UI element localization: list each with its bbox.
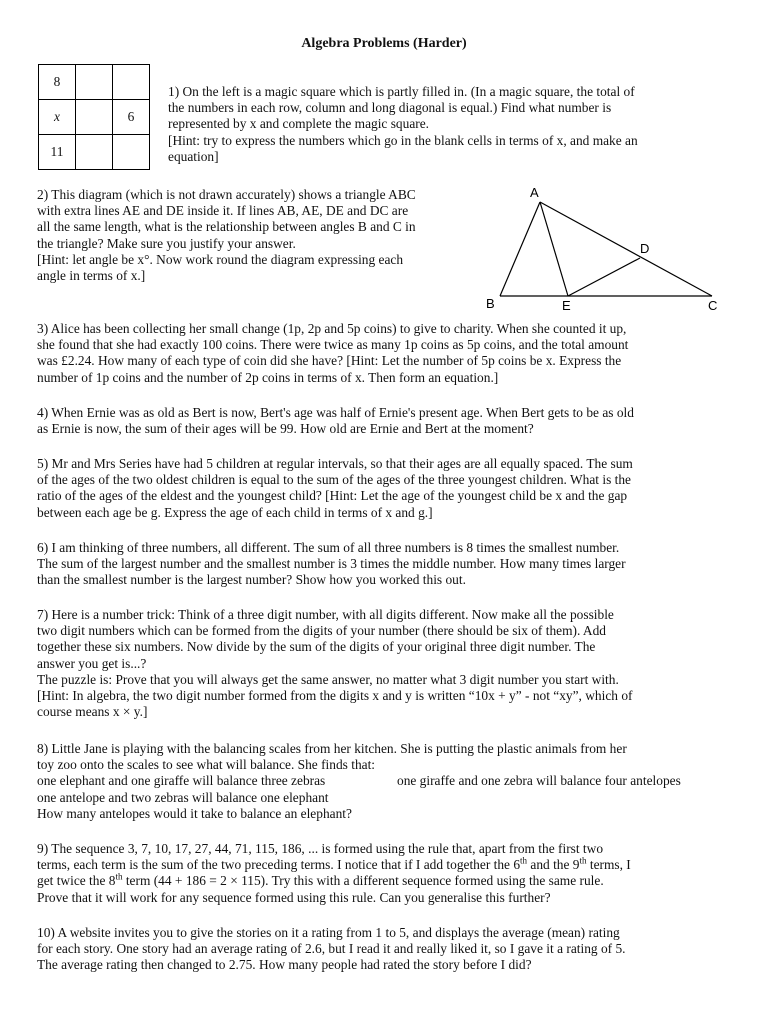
line-de: [568, 258, 640, 296]
magic-cell: [76, 65, 113, 100]
label-e: E: [562, 298, 571, 312]
magic-cell: 6: [113, 100, 150, 135]
problem-2: 2) This diagram (which is not drawn accurately) shows a triangle ABC with extra lines AE and DE inside it. If lines AB, AE, DE and DC are all the same length, what is the relationship between angles B and C in the triangle? Make sure you justify your answer. [Hint: let angle be x°. Now work round the diagram expressing each angle in terms of x.]: [37, 187, 416, 284]
page-title: Algebra Problems (Harder): [301, 36, 467, 51]
magic-cell: [113, 65, 150, 100]
problem-10: 10) A website invites you to give the stories on it a rating from 1 to 5, and displays the average (mean) rating for each story. One story had an average rating of 2.6, but I read it and really liked it, so I gave it a rating of 5. The average rating then changed to 2.75. How many people had rated the story before I did?: [37, 925, 626, 973]
magic-cell: 11: [39, 135, 76, 170]
problem-9: 9) The sequence 3, 7, 10, 17, 27, 44, 71, 115, 186, ... is formed using the rule that, apart from the first two terms, each term is the sum of the two preceding terms. I notice that if I add together the 6th and the 9th terms, I get twice the 8th term (44 + 186 = 2 × 115). Try this with a different sequence formed using the same rule. Prove that it will work for any sequence formed using this rule. Can you generalise this further?: [37, 841, 631, 905]
problem-7: 7) Here is a number trick: Think of a three digit number, with all digits different. Now make all the possible two digit numbers which can be formed from the digits of your number (there should be six of them). Add together these six numbers. Now divide by the sum of the digits of your original three digit number. The answer you get is...? The puzzle is: Prove that you will always get the same answer, no matter what 3 digit number you start with. [Hint: In algebra, the two digit number formed from the digits x and y is written “10x + y” - not “xy”, which of course means x × y.]: [37, 607, 633, 720]
problem-4: 4) When Ernie was as old as Bert is now, Bert's age was half of Ernie's present age. When Bert gets to be as old as Ernie is now, the sum of their ages will be 99. How old are Ernie and Bert at the moment?: [37, 405, 634, 437]
magic-cell: [113, 135, 150, 170]
line-ab: [500, 202, 540, 296]
triangle-diagram: [480, 184, 730, 312]
line-ac: [540, 202, 712, 296]
label-b: B: [486, 296, 495, 311]
problem-6: 6) I am thinking of three numbers, all different. The sum of all three numbers is 8 times the smallest number. The sum of the largest number and the smallest number is 3 times the middle number. How many times larger than the smallest number is the largest number? Show how you worked this out.: [37, 540, 626, 588]
magic-square: [38, 64, 150, 170]
label-c: C: [708, 298, 718, 312]
magic-cell: [76, 135, 113, 170]
problem-8: 8) Little Jane is playing with the balancing scales from her kitchen. She is putting the plastic animals from her toy zoo onto the scales to see what will balance. She finds that: one elephant and one giraffe will balance three zebras one giraffe and one zebra will balance four antelopes one antelope and two zebras will balance one elephant How many antelopes would it take to balance an elephant?: [37, 741, 681, 821]
magic-cell: x: [39, 100, 76, 135]
magic-cell: 8: [39, 65, 76, 100]
problem-5: 5) Mr and Mrs Series have had 5 children at regular intervals, so that their ages are all equally spaced. The sum of the ages of the two oldest children is equal to the sum of the ages of the three youngest children. What is the ratio of the ages of the eldest and the youngest child? [Hint: Let the age of the youngest child be x and the gap between each age be g. Express the age of each child in terms of x and g.]: [37, 456, 633, 520]
line-ae: [540, 202, 568, 296]
problem-3: 3) Alice has been collecting her small change (1p, 2p and 5p coins) to give to charity. When she counted it up, she found that she had exactly 100 coins. There were twice as many 1p coins as 5p coins, and the total amount was £2.24. How many of each type of coin did she have? [Hint: Let the number of 5p coins be x. Express the number of 1p coins and the number of 2p coins in terms of x. Then form an equation.]: [37, 321, 629, 385]
label-a: A: [530, 185, 539, 200]
label-d: D: [640, 241, 650, 256]
magic-cell: [76, 100, 113, 135]
problem-1: 1) On the left is a magic square which is partly filled in. (In a magic square, the total of the numbers in each row, column and long diagonal is equal.) Find what number is represented by x and complete the magic square. [Hint: try to express the numbers which go in the blank cells in terms of x, and make an equation]: [168, 84, 638, 164]
